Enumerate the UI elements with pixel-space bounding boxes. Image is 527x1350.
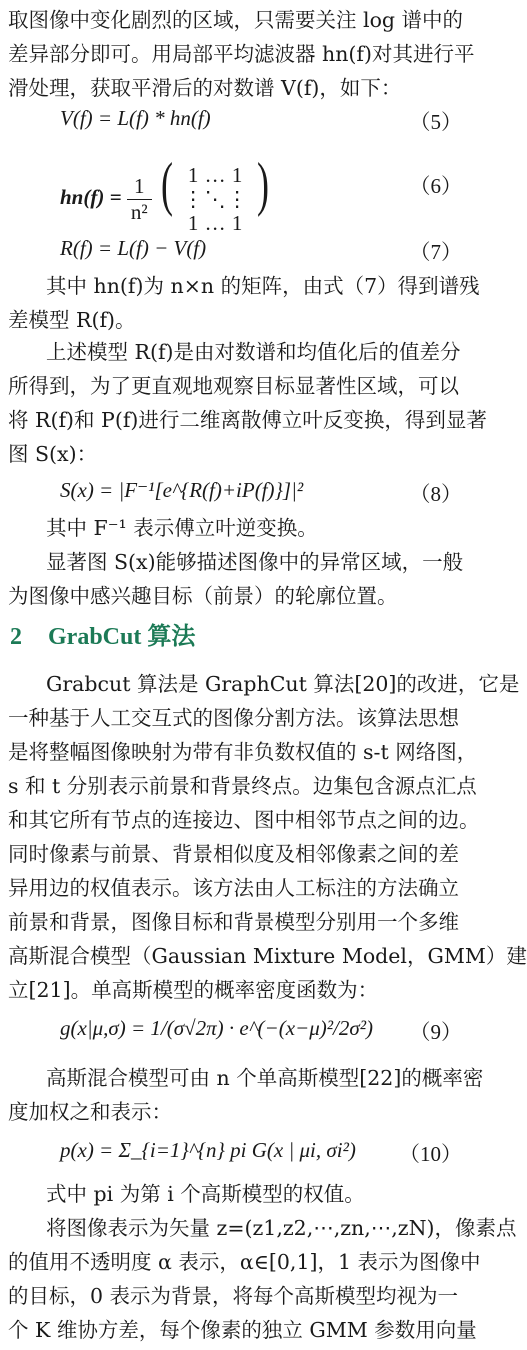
- equation-5: [0, 106, 474, 136]
- text-line: 度加权之和表示：: [8, 1100, 172, 1124]
- text-line: 的目标，0 表示为背景，将每个高斯模型均视为一: [8, 1284, 459, 1308]
- equation-7: [0, 236, 474, 266]
- matrix-cell: 1: [231, 163, 243, 188]
- equation-number: （5）: [409, 110, 462, 134]
- text-line: 高斯混合模型可由 n 个单高斯模型[22]的概率密: [46, 1066, 484, 1090]
- matrix-cell: 1: [231, 211, 243, 236]
- text-line: 差异部分即可。用局部平均滤波器 hn(f)对其进行平: [8, 42, 475, 66]
- equation-6-lhs: hn(f) =: [60, 185, 122, 209]
- text-line: 显著图 S(x)能够描述图像中的异常区域，一般: [46, 550, 464, 574]
- text-line: s 和 t 分别表示前景和背景终点。边集包含源点汇点: [8, 774, 477, 798]
- equation-number: （10）: [399, 1142, 462, 1166]
- text-line: 一种基于人工交互式的图像分割方法。该算法思想: [8, 706, 459, 730]
- text-line: 是将整幅图像映射为带有非负数权值的 s-t 网络图，: [8, 740, 478, 764]
- fraction-numerator: 1: [127, 174, 152, 200]
- matrix-cell: …: [204, 211, 226, 236]
- equation-7-body: R(f) = L(f) − V(f): [60, 236, 207, 260]
- equation-number: （9）: [409, 1020, 462, 1044]
- text-line: 将 R(f)和 P(f)进行二维离散傅立叶反变换，得到显著: [8, 408, 487, 432]
- text-line: 上述模型 R(f)是由对数谱和均值化后的值差分: [46, 340, 461, 364]
- text-line: 异用边的权值表示。该方法由人工标注的方法确立: [8, 876, 459, 900]
- text-line: 其中 hn(f)为 n×n 的矩阵，由式（7）得到谱残: [46, 274, 480, 298]
- text-line: 滑处理，获取平滑后的对数谱 V(f)，如下：: [8, 76, 402, 100]
- equation-10: [0, 1138, 474, 1178]
- text-line: 高斯混合模型（Gaussian Mixture Model，GMM）建: [8, 944, 527, 968]
- right-paren: ): [257, 151, 270, 217]
- text-line: Grabcut 算法是 GraphCut 算法[20]的改进，它是: [46, 672, 520, 696]
- matrix-cell: 1: [187, 211, 199, 236]
- equation-10-body: p(x) = Σ_{i=1}^{n} pi G(x | μi, σi²): [60, 1138, 356, 1162]
- ones-matrix: [182, 163, 248, 235]
- left-paren: (: [160, 151, 173, 217]
- equation-6: [0, 140, 474, 236]
- text-line: 同时像素与前景、背景相似度及相邻像素之间的差: [8, 842, 459, 866]
- text-line: 所得到，为了更直观地观察目标显著性区域，可以: [8, 374, 459, 398]
- text-line: 的值用不透明度 α 表示，α∈[0,1]，1 表示为图像中: [8, 1250, 481, 1274]
- text-line: 式中 pi 为第 i 个高斯模型的权值。: [46, 1182, 365, 1206]
- section-heading: [10, 616, 195, 651]
- matrix-cell: …: [204, 163, 226, 188]
- text-line: 取图像中变化剧烈的区域，只需要关注 log 谱中的: [8, 8, 464, 32]
- equation-number: （8）: [409, 482, 462, 506]
- equation-6-body: [60, 151, 273, 236]
- equation-number: （7）: [409, 240, 462, 264]
- text-line: 立[21]。单高斯模型的概率密度函数为：: [8, 978, 379, 1002]
- text-line: 为图像中感兴趣目标（前景）的轮廓位置。: [8, 584, 398, 608]
- text-line: 和其它所有节点的连接边、图中相邻节点之间的边。: [8, 808, 480, 832]
- text-line: 差模型 R(f)。: [8, 308, 136, 332]
- section-number: 2: [10, 624, 22, 650]
- equation-8: [0, 478, 474, 514]
- equation-9-body: g(x|μ,σ) = 1/(σ√2π) · e^(−(x−μ)²/2σ²): [60, 1016, 374, 1040]
- matrix-cell: ⋱: [204, 187, 226, 212]
- text-line: 图 S(x)：: [8, 442, 98, 466]
- matrix-cell: ⋮: [226, 187, 248, 212]
- matrix-cell: 1: [187, 163, 199, 188]
- fraction: [127, 174, 152, 225]
- text-line: 其中 F⁻¹ 表示傅立叶逆变换。: [46, 516, 318, 540]
- text-line: 前景和背景，图像目标和背景模型分别用一个多维: [8, 910, 459, 934]
- equation-9: [0, 1016, 474, 1056]
- text-line: 将图像表示为矢量 z=(z1,z2,⋯,zn,⋯,zN)，像素点: [46, 1216, 517, 1240]
- text-line: 个 K 维协方差，每个像素的独立 GMM 参数用向量: [8, 1318, 477, 1342]
- equation-number: （6）: [409, 174, 462, 198]
- equation-5-body: V(f) = L(f) * hn(f): [60, 106, 211, 130]
- matrix-cell: ⋮: [182, 187, 204, 212]
- fraction-denominator: n²: [130, 199, 148, 224]
- section-title: GrabCut 算法: [48, 624, 196, 650]
- equation-8-body: S(x) = |F⁻¹[e^{R(f)+iP(f)}]|²: [60, 478, 304, 502]
